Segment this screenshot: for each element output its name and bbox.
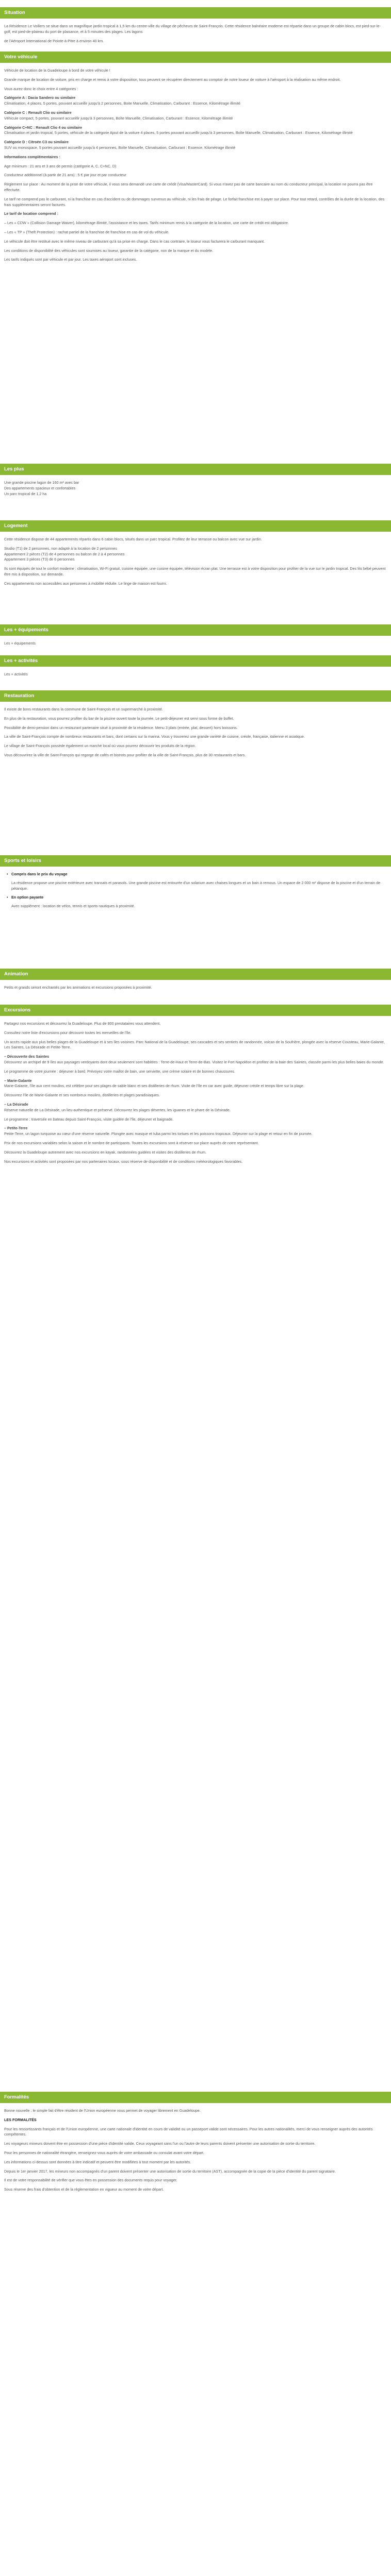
section-title: Formalités — [0, 2092, 391, 2103]
formalities-text: Depuis le 1er janvier 2017, les mineurs non accompagnés d'un parent doivent présenter une autorisation de sortie du territoire (AST), accompagnée de la copie de la pièce d'identité du parent signataire. — [4, 2168, 336, 2174]
restaurant-text: Il existe de bons restaurants dans la commune de Saint-François et un supermarché à proximité. — [4, 707, 164, 711]
formalities-text: Pour les ressortissants français et de l'Union européenne, une carte nationale d'identité en cours de validité ou un passeport valide sont nécessaires. Pour les autres nationalités, merci de vous renseigner auprès des autorités compétentes. — [4, 2126, 373, 2137]
vehicle-tariff-title: Le tarif de location comprend : — [4, 211, 59, 216]
section-title: Logement — [0, 520, 391, 532]
excursion-text: Le programme de votre journée : déjeuner à bord. Prévoyez votre maillot de bain, une serviette, une crème solaire et de bonnes chaussures. — [4, 1069, 235, 1074]
section-title: Excursions — [0, 1005, 391, 1016]
excursion-title: – Découverte des Saintes — [4, 1054, 50, 1059]
section-title: Situation — [0, 7, 391, 19]
vehicle-fuel: Le véhicule doit être restitué avec le même niveau de carburant qu'à sa prise en charge. Dans le cas contraire, le loueur vous facturera le carburant manquant. — [4, 239, 265, 244]
category-d-text: SUV ou monospace, 5 portes pouvant accueillir jusqu'à 4 personnes, Boîte Manuelle, Climatisation, Carburant : Essence, Kilométrage illimité — [4, 145, 236, 150]
section-vehicle — [0, 52, 391, 266]
section-animation — [0, 969, 391, 991]
vehicle-choice: Vous aurez donc le choix entre 4 catégories : — [4, 86, 78, 91]
formalities-text: Sous réserve des frais d'obtention et de la réglementation en vigueur au moment de votre départ. — [4, 2187, 164, 2192]
excursion-text: Petite-Terre, un lagon turquoise au cœur d'une réserve naturelle. Plongée avec masque et tuba parmi les tortues et les poissons tropicaux. Déjeuner sur la plage et retour en fin de journée. — [4, 1131, 313, 1137]
excursion-title: – Petite-Terre — [4, 1126, 28, 1131]
vehicle-intro: Véhicule de location de la Guadeloupe à bord de votre véhicule ! — [4, 68, 110, 73]
section-restaurant — [0, 690, 391, 762]
category-c-text: Climatisation et jardin tropical, 5 portes, véhicule de la catégorie Ajout de la voiture 4 places, 5 portes pouvant accueillir jusqu'à 3 personnes, Boîte Manuelle, Climatisation, Carburant : Essence, Kilométrage illimité — [4, 130, 353, 135]
section-title: Les + activités — [0, 655, 391, 667]
excursion-text: Un accès rapide aux plus belles plages de la Guadeloupe et à ses îles voisines. Parc National de la Guadeloupe, ses cascades et ses sentiers de randonnée, volcan de la Soufrière, plongée avec la réserve Cousteau, Marie-Galante, Les Saintes, La Désirade et Petite-Terre. — [4, 1039, 385, 1050]
section-sports — [0, 855, 391, 913]
vehicle-prices: Les tarifs indiqués sont par véhicule et par jour. Les taxes aéroport sont incluses. — [4, 257, 137, 262]
equipment-text: Les + équipements — [4, 641, 36, 646]
accommodation-equipment: Ils sont équipés de tout le confort moderne : climatisation, Wi-Fi gratuit, cuisine équipée, une cuisine équipée, télévision écran plat. Une terrasse est à votre disposition pour profiter de la vue sur le jardin tropical. Des lits bébé peuvent être mis à disposition, sur demande. — [4, 566, 386, 577]
accommodation-type: Studio (T1) de 2 personnes, non adapté à la location de 2 personnes — [4, 546, 117, 551]
excursion-title: – Marie-Galante — [4, 1078, 32, 1083]
highlight-item: Des appartements spacieux et confortables — [4, 485, 76, 490]
category-a-title: Catégorie A : Dacia Sandero ou similaire — [4, 95, 76, 100]
section-title: Votre véhicule — [0, 52, 391, 63]
vehicle-text: Grande marque de location de voiture, pris en charge et remis à votre disposition, tous peuvent se récupérer directement au comptoir de notre loueur de voiture à l'aéroport à la réalisation au même endroit. — [4, 77, 341, 82]
restaurant-text: Possibilité de demi-pension dans un restaurant partenaire situé à proximité de la résidence. Menu 3 plats (entrée, plat, dessert) hors boissons. — [4, 725, 238, 730]
formalities-text: Il est de votre responsabilité de vérifier que vous êtes en possession des documents requis pour voyager. — [4, 2178, 177, 2183]
section-title: Les plus — [0, 464, 391, 475]
category-d-title: Catégorie D : Citroën C3 ou similaire — [4, 140, 69, 145]
section-title: Animation — [0, 969, 391, 980]
excursion-text: Nos excursions et activités sont proposées par nos partenaires locaux, sous réserve de disponibilité et de conditions météorologiques favorables. — [4, 1159, 243, 1164]
excursion-text: Marie-Galante, l'île aux cent moulins, est célèbre pour ses plages de sable blanc et ses distilleries de rhum. Visite de l'île en car avec guide, déjeuner créole et temps libre sur la plage. — [4, 1083, 304, 1089]
category-b-title: Catégorie C : Renault Clio ou similaire — [4, 110, 72, 115]
section-excursions — [0, 1005, 391, 1168]
vehicle-info-exclusions: Le tarif ne comprend pas le carburant, ni la franchise en cas d'accident ou de dommages survenus au véhicule, ni les frais de péage. Le forfait franchise est à payer sur place. Pour tout retard, contrôles de la durée de la location, des frais supplémentaires seront facturés. — [4, 196, 385, 207]
excursion-text: Réserve naturelle de La Désirade, un lieu authentique et préservé. Découvrez les plages désertes, les iguanes et le phare de la Désirade. — [4, 1107, 231, 1112]
highlight-item: Une grande piscine lagon de 160 m² avec bar — [4, 480, 79, 485]
vehicle-availability: Les conditions de disponibilité des véhicules sont soumises au loueur, garantie de la catégorie, non de la marque et du modèle. — [4, 248, 214, 253]
section-activities — [0, 655, 391, 677]
activities-text: Les + activités — [4, 672, 28, 676]
optional-label: • En option payante — [4, 895, 387, 901]
excursion-title: – La Désirade — [4, 1101, 28, 1107]
restaurant-text: Vous découvrirez la ville de Saint-François qui regorge de cafés et bistrots pour profiter de la ville de Saint-François, plus de 30 restaurants et bars. — [4, 752, 246, 757]
section-title: Sports et loisirs — [0, 855, 391, 867]
included-label: • Compris dans le prix du voyage — [4, 872, 387, 877]
vehicle-info-title: Informations complémentaires : — [4, 154, 61, 159]
vehicle-tariff-tp: – Les « TP » (Theft Protection) : rachat partiel de la franchise de franchise en cas de vol du véhicule. — [4, 229, 170, 234]
restaurant-text: Le village de Saint-François possède également un marché local où vous pourrez découvrir les produits de la région. — [4, 743, 196, 749]
vehicle-tariff-cdw: – Les « CDW » (Collision Damage Waiver), kilométrage illimité, l'assistance et les taxes. Tarifs minimum remis à la catégorie de la location, une carte de crédit est obligatoire. — [4, 221, 289, 226]
excursion-text: Consultez notre liste d'excursions pour découvrir toutes les merveilles de l'île. — [4, 1030, 132, 1035]
section-equipment — [0, 624, 391, 647]
highlight-item: Un parc tropical de 1,2 ha — [4, 491, 47, 496]
formalities-subtitle: LES FORMALITÉS — [4, 2117, 37, 2122]
included-text: La résidence propose une piscine extérieure avec transats et parasols. Une grande piscine est entourée d'un solarium avec chaises longues et un bain à remous. Un espace de 2 000 m² dispose de la piscine et d'un terrain de pétanque. — [11, 880, 381, 891]
formalities-text: Les voyageurs mineurs doivent être en possession d'une pièce d'identité valide. Ceux voyageant sans l'un ou l'autre de leurs parents doivent présenter une autorisation de sortie du territoire. — [4, 2141, 316, 2146]
excursion-text: Prix de nos excursions variables selon la saison et le nombre de participants. Toutes les excursions sont à réserver sur place auprès de notre représentant. — [4, 1140, 259, 1145]
restaurant-text: En plus de la restauration, vous pourrez profiter du bar de la piscine ouvert toute la journée. Le petit-déjeuner est servi sous forme de buffet. — [4, 716, 234, 721]
restaurant-text: La ville de Saint-François compte de nombreux restaurants et bars, dont certains sur la marina. Vous y trouverez une grande variété de cuisine, créole, française, italienne et asiatique. — [4, 734, 305, 739]
category-c-title: Catégorie C+NC : Renault Clio 4 ou similaire — [4, 125, 83, 130]
section-accommodation — [0, 520, 391, 590]
animation-text: Petits et grands seront enchantés par les animations et excursions proposées à proximité. — [4, 985, 152, 990]
situation-airport: de l'Aéroport International de Pointe-à-Pitre à environ 40 km. — [4, 38, 104, 43]
excursion-text: Découvrez un archipel de 9 îles aux paysages verdoyants dont deux seulement sont habitées : Terre-de-Haut et Terre-de-Bas. Visitez le Fort Napoléon et profitez de la baie des Saintes, classée parmi les plus belles baies du monde. — [4, 1059, 384, 1064]
excursion-text: Le programme : traversée en bateau depuis Saint-François, visite guidée de l'île, déjeuner et baignade. — [4, 1116, 174, 1122]
situation-text: La Résidence Le Voiliers se situe dans un magnifique jardin tropical à 1,5 km du centre-ville du village de pêcheurs de Saint-François. Cette résidence balnéaire moderne est répartie dans un groupe de cabin blocs, est pied-sur-le-golf, est pied-de-plateau du port de plaisance, et à 5 minutes des plages. Les lagons — [4, 24, 381, 34]
vehicle-info-driver: Conducteur additionnel (à partir de 21 ans) : 5 € par jour et par conducteur — [4, 173, 126, 178]
accommodation-note: Ces appartements non accessibles aux personnes à mobilité réduite. Le linge de maison est fourni. — [4, 581, 167, 586]
formalities-text: Bonne nouvelle : le simple fait d'être résident de l'Union européenne vous permet de voyager librement en Guadeloupe. — [4, 2108, 201, 2113]
section-situation — [0, 7, 391, 47]
section-title: Les + équipements — [0, 624, 391, 636]
accommodation-type: Appartement 3 pièces (T3) de 6 personnes — [4, 557, 75, 562]
optional-text: Avec supplément : location de vélos, tennis et sports nautiques à proximité. — [11, 904, 135, 909]
formalities-text: Pour les personnes de nationalité étrangère, renseignez-vous auprès de votre ambassade ou consulat avant votre départ. — [4, 2150, 204, 2155]
formalities-text: Les informations ci-dessus sont données à titre indicatif et peuvent être modifiées à tout moment par les autorités. — [4, 2159, 191, 2164]
excursion-text: Découvrez l'île de Marie-Galante et ses nombreux moulins, distilleries et plages paradisiaques. — [4, 1093, 160, 1098]
section-highlights — [0, 464, 391, 497]
section-formalities — [0, 2092, 391, 2196]
section-title: Restauration — [0, 690, 391, 702]
vehicle-info-age: Age minimum : 21 ans et 3 ans de permis (catégorie A, C, C+NC, D) — [4, 163, 117, 168]
vehicle-info-payment: Règlement sur place : Au moment de la prise de votre véhicule, il vous sera demandé une carte de crédit (Visa/MasterCard). Si vous n'avez pas de carte bancaire au nom du conducteur principal, la location ne pourra pas être effectuée. — [4, 182, 373, 192]
accommodation-intro: Cette résidence dispose de 44 appartements répartis dans 6 cabin blocs, situés dans un parc tropical. Profitez de leur terrasse ou balcon avec vue sur jardin. — [4, 537, 262, 541]
accommodation-type: Appartement 2 pièces (T2) de 4 personnes ou balcon de 2 à 4 personnes — [4, 551, 125, 556]
category-b-text: Véhicule compact, 5 portes, pouvant accueillir jusqu'à 3 personnes, Boîte Manuelle, Climatisation, Carburant : Essence, Kilométrage illimité — [4, 115, 233, 121]
excursion-text: Partagez nos excursions et découvrez la Guadeloupe. Plus de 800 prestataires vous attendent. — [4, 1021, 161, 1026]
excursion-text: Découvrez la Guadeloupe autrement avec nos excursions en kayak, randonnées guidées et visites des distilleries de rhum. — [4, 1149, 206, 1155]
category-a-text: Climatisation, 4 places, 5 portes, pouvant accueillir jusqu'à 2 personnes, Boite Manuelle, Climatisation, Carburant : Essence, Kilométrage illimité — [4, 101, 241, 106]
